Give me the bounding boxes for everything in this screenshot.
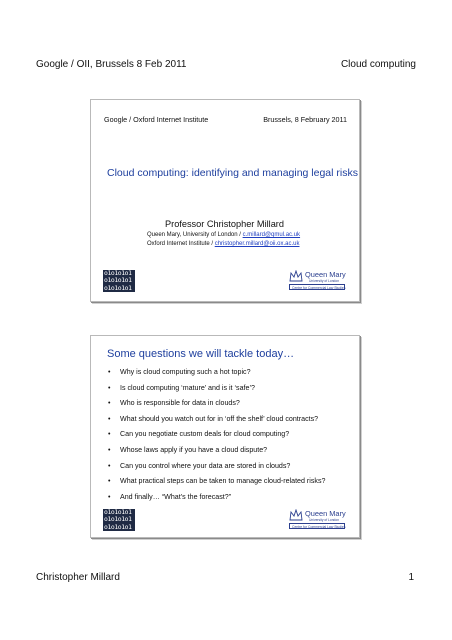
- qm-sub: University of London: [309, 279, 340, 283]
- qm-name: Queen Mary: [305, 509, 346, 518]
- slide-1: [90, 99, 360, 302]
- list-item: • What practical steps can be taken to manage cloud-related risks?: [108, 477, 326, 486]
- crown-icon: [289, 509, 303, 522]
- list-item: • Is cloud computing ‘mature’ and is it ‘safe’?: [108, 383, 255, 392]
- email-link-qmul[interactable]: c.millard@qmul.ac.uk: [242, 232, 301, 238]
- page-header-right: Cloud computing: [340, 59, 416, 70]
- slide-1-date: Brussels, 8 February 2011: [263, 115, 347, 124]
- queen-mary-logo: [289, 270, 345, 294]
- presenter-name: Professor Christopher Millard: [165, 219, 284, 229]
- question-list: [108, 365, 325, 505]
- qm-name: Queen Mary: [305, 270, 346, 279]
- list-item: • What should you watch out for in ‘off the shelf’ cloud contracts?: [108, 414, 319, 423]
- qm-centre-box: Centre for Commercial Law Studies: [289, 523, 345, 529]
- slide-2-title: Some questions we will tackle today…: [107, 348, 295, 360]
- list-item: • And finally… “What’s the forecast?”: [108, 492, 232, 501]
- page-header-left: Google / OII, Brussels 8 Feb 2011: [36, 59, 187, 70]
- affiliation-1-text: Queen Mary, University of London /: [147, 232, 243, 238]
- list-item: • Can you negotiate custom deals for cloud computing?: [108, 430, 290, 439]
- page-number: 1: [408, 572, 414, 583]
- list-item: • Why is cloud computing such a hot topic?: [108, 368, 251, 376]
- page-footer-author: Christopher Millard: [36, 572, 120, 583]
- affiliation-2-text: Oxford Internet Institute /: [147, 241, 215, 247]
- crown-icon: [289, 270, 303, 283]
- list-item: • Can you control where your data are stored in clouds?: [108, 461, 291, 470]
- affiliation-2: [147, 241, 300, 247]
- binary-logo: o1o1o1o1 o1o1o1o1 o1o1o1o1: [103, 270, 135, 292]
- affiliation-1: [147, 232, 300, 238]
- slide-1-title: Cloud computing: identifying and managing legal risks: [107, 167, 358, 179]
- slide-1-org: Google / Oxford Internet Institute: [104, 115, 209, 124]
- binary-logo: o1o1o1o1 o1o1o1o1 o1o1o1o1: [103, 509, 135, 531]
- list-item: • Who is responsible for data in clouds?: [108, 399, 240, 408]
- qm-sub: University of London: [309, 518, 340, 522]
- queen-mary-logo: [289, 509, 345, 533]
- qm-centre-box: Centre for Commercial Law Studies: [289, 284, 345, 290]
- email-link-oii[interactable]: christopher.millard@oii.ox.ac.uk: [214, 241, 300, 247]
- list-item: • Whose laws apply if you have a cloud dispute?: [108, 445, 268, 454]
- slide-2: [90, 335, 360, 538]
